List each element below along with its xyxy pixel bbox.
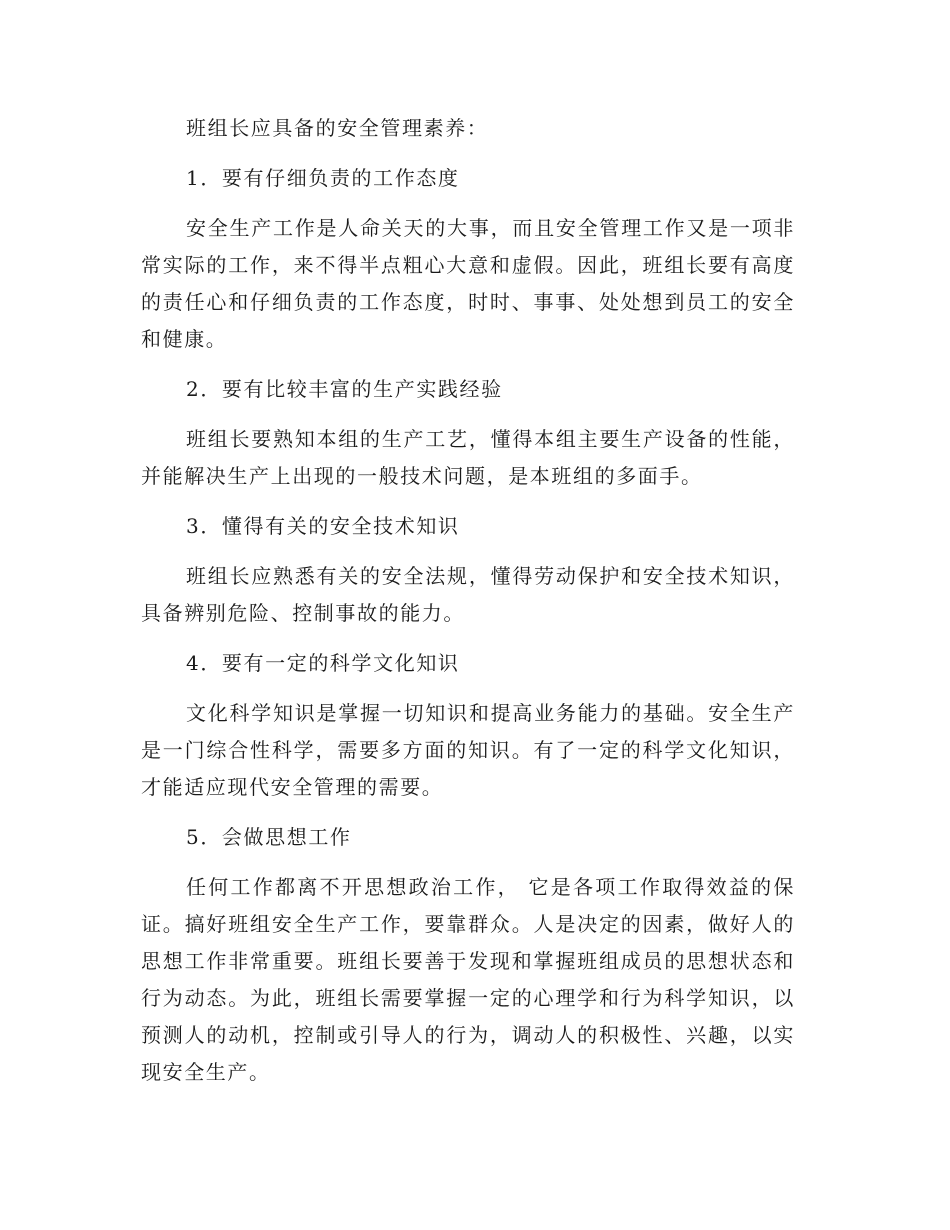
document-title: 班组长应具备的安全管理素养： — [186, 116, 489, 140]
section-heading-5: 5．会做思想工作 — [186, 825, 352, 849]
section-heading-1: 1．要有仔细负责的工作态度 — [186, 166, 460, 190]
document-content — [141, 110, 795, 1104]
section-heading-2: 2．要有比较丰富的生产实践经验 — [186, 377, 503, 401]
section-body-2: 班组长要熟知本组的生产工艺，懂得本组主要生产设备的性能，并能解决生产上出现的一般技术问题，是本班组的多面手。 — [141, 427, 795, 488]
section-body-5: 任何工作都离不开思想政治工作， 它是各项工作取得效益的保证。搞好班组安全生产工作，要靠群众。人是决定的因素，做好人的思想工作非常重要。班组长要善于发现和掌握班组成员的思想状态和行为动态。为此，班组长需要掌握一定的心理学和行为科学知识，以预测人的动机，控制或引导人的行为，调动人的积极性、兴趣，以实现安全生产。 — [141, 875, 795, 1084]
section-body-1: 安全生产工作是人命关天的大事，而且安全管理工作又是一项非常实际的工作，来不得半点粗心大意和虚假。因此，班组长要有高度的责任心和仔细负责的工作态度，时时、事事、处处想到员工的安全和健康。 — [141, 216, 795, 351]
section-heading-3: 3．懂得有关的安全技术知识 — [186, 514, 460, 538]
section-body-3: 班组长应熟悉有关的安全法规，懂得劳动保护和安全技术知识，具备辨别危险、控制事故的能力。 — [141, 564, 795, 625]
section-body-4: 文化科学知识是掌握一切知识和提高业务能力的基础。安全生产是一门综合性科学，需要多方面的知识。有了一定的科学文化知识，才能适应现代安全管理的需要。 — [141, 701, 795, 799]
section-heading-4: 4．要有一定的科学文化知识 — [186, 651, 460, 675]
